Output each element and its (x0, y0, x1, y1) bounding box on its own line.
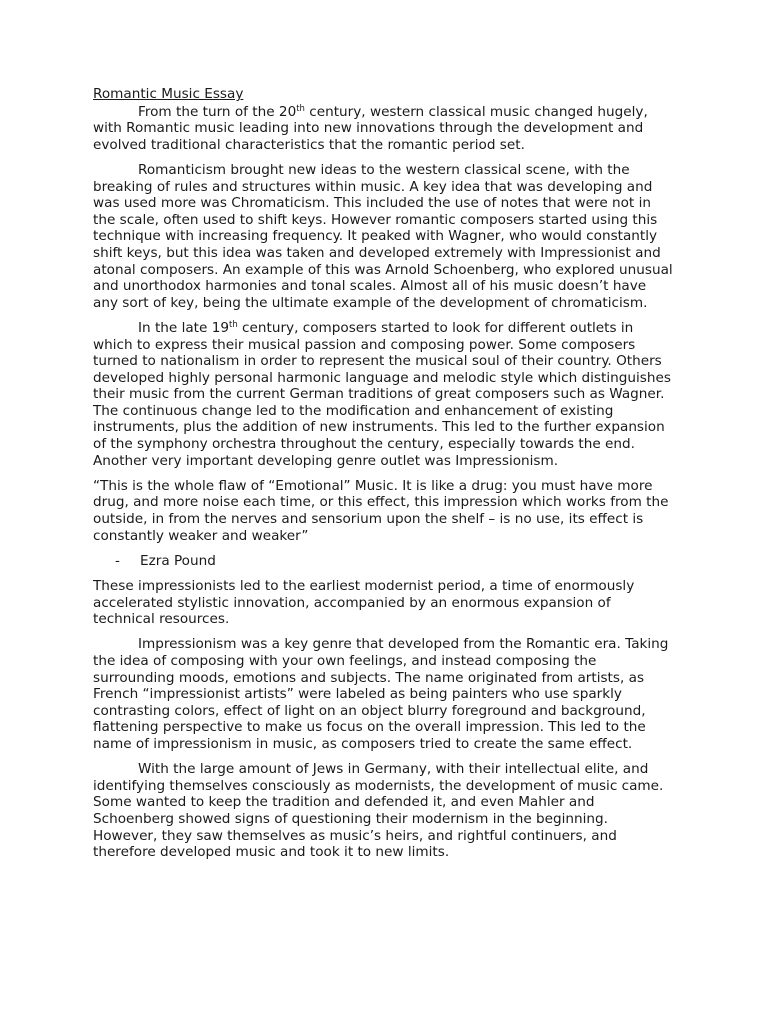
quote-paragraph: “This is the whole flaw of “Emotional” Music. It is like a drug: you must have more drug, and more noise each time, or this effect, this impression which works from the outside, in from the nerves and sensorium upon the shelf – is no use, its effect is constantly weaker and weaker” (93, 477, 669, 544)
quote-attribution (93, 553, 675, 570)
paragraph-5: Impressionism was a key genre that developed from the Romantic era. Taking the idea of composing with your own feelings, and instead composing the surrounding moods, emotions and subjects. The name originated from artists, as French “impressionist artists” were labeled as being painters who use sparkly contrasting colors, effect of light on an object blurry foreground and background, flattening perspective to make us focus on the overall impression. This led to the name of impressionism in music, as composers tried to create the same effect. (93, 636, 669, 752)
essay-title: Romantic Music Essay (93, 86, 244, 102)
paragraph-2: Romanticism brought new ideas to the western classical scene, with the breaking of rules and structures within music. A key idea that was developing and was used more was Chromaticism. This included the use of notes that were not in the scale, often used to shift keys. However romantic composers started using this technique with increasing frequency. It peaked with Wagner, who would constantly shift keys, but this idea was taken and developed extremely with Impressionist and atonal composers. An example of this was Arnold Schoenberg, who explored unusual and unorthodox harmonies and tonal scales. Almost all of his music doesn’t have any sort of key, being the ultimate example of the development of chromaticism. (93, 161, 673, 311)
paragraph-1-superscript: th (296, 103, 305, 114)
paragraph-4: These impressionists led to the earliest modernist period, a time of enormously accelerated stylistic innovation, accompanied by an enormous expansion of technical resources. (93, 578, 635, 628)
paragraph-3 (93, 320, 675, 469)
paragraph-3-text-end: century, composers started to look for different outlets in which to express their musical passion and composing power. Some composers turned to nationalism in order to represent the musical soul of their country. Others developed highly personal harmonic language and melodic style which distinguishes their music from the current German traditions of great composers such as Wagner. The continuous change led to the modification and enhancement of existing instruments, plus the addition of new instruments. This led to the further expansion of the symphony orchestra throughout the century, especially towards the end. Another very important developing genre outlet was Impressionism. (93, 319, 671, 469)
attribution-name: Ezra Pound (140, 552, 216, 569)
paragraph-6: With the large amount of Jews in Germany, with their intellectual elite, and identifying themselves consciously as modernists, the development of music came. Some wanted to keep the tradition and defended it, and even Mahler and Schoenberg showed signs of questioning their modernism in the beginning. However, they saw themselves as music’s heirs, and rightful continuers, and therefore developed music and took it to new limits. (93, 761, 664, 861)
paragraph-3-superscript: th (229, 319, 238, 330)
paragraph-3-text-start: In the late 19 (138, 319, 229, 336)
attribution-dash: - (115, 552, 120, 569)
document-body (93, 86, 675, 869)
paragraph-1-text-start: From the turn of the 20 (138, 103, 297, 120)
paragraph-1 (93, 104, 675, 154)
paragraph-1-text-end: century, western classical music changed hugely, with Romantic music leading into new innovations through the development and evolved traditional characteristics that the romantic period set. (93, 103, 648, 153)
